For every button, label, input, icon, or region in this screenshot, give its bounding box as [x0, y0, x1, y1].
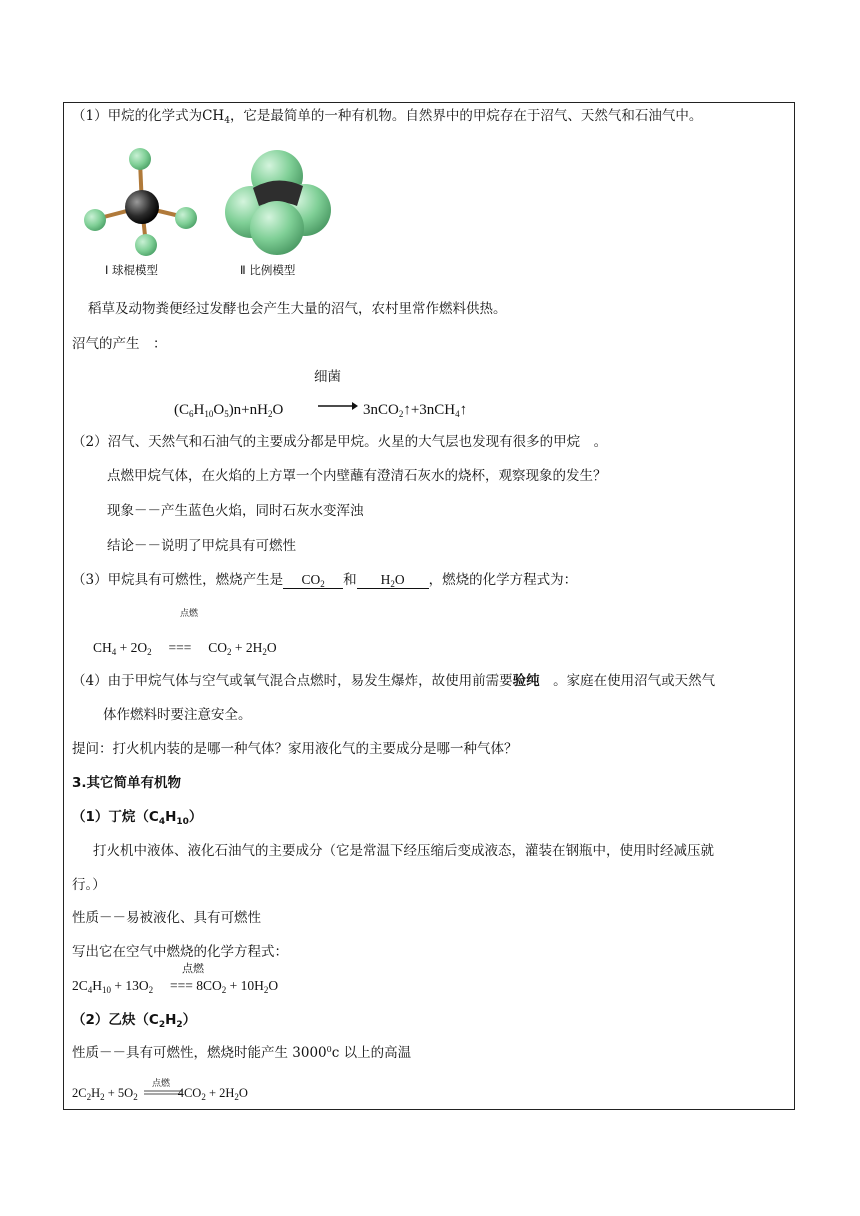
- blank-co2: $CO_2$: [283, 572, 343, 589]
- acetylene-property: 性质－－具有可燃性，燃烧时能产生 3000$^0$c 以上的高温: [72, 1045, 412, 1061]
- methane-intro: （1）甲烷的化学式为$CH_4$，它是最简单的一种有机物。自然界中的甲烷存在于沼气、天然气和石油气中。: [72, 108, 703, 126]
- catalyst-label: 细菌: [314, 369, 341, 385]
- fermentation-equation-right: 3nCO$_2$↑+3nCH$_4$↑: [363, 402, 468, 419]
- butane-condition: 点燃: [182, 962, 204, 975]
- butane-desc1: 打火机中液体、液化石油气的主要成分（它是常温下经压缩后变成液态，灌装在钢瓶中，使用时经减压就: [93, 843, 714, 859]
- s2-line1: （2）沼气、天然气和石油气的主要成分都是甲烷。火星的大气层也发现有很多的甲烷 。: [72, 434, 608, 450]
- s4-line2: 体作燃料时要注意安全。: [103, 707, 252, 723]
- s4-line1: （4）由于甲烷气体与空气或氧气混合点燃时，易发生爆炸，故使用前需要验纯 。家庭在使用沼气或天然气: [72, 673, 716, 689]
- blank-h2o: $H_2O$: [357, 572, 429, 589]
- ball-stick-model-image: [80, 145, 205, 260]
- s3-condition: 点燃: [180, 609, 199, 619]
- butane-title: （1）丁烷$(C_4H_{10})$: [72, 809, 203, 827]
- space-filling-caption: Ⅱ 比例模型: [240, 263, 296, 277]
- question-text: 提问：打火机内装的是哪一种气体？家用液化气的主要成分是哪一种气体？: [72, 741, 518, 757]
- butane-write-prompt: 写出它在空气中燃烧的化学方程式：: [72, 944, 288, 960]
- s2-line2: 点燃甲烷气体，在火焰的上方罩一个内壁蘸有澄清石灰水的烧杯，观察现象的发生？: [107, 468, 607, 484]
- acetylene-title: （2）乙炔$(C_2H_2)$: [72, 1012, 197, 1030]
- reaction-arrow: [318, 401, 358, 413]
- acetylene-condition: 点燃: [152, 1079, 171, 1089]
- butane-desc2: 行。）: [72, 877, 106, 893]
- acetylene-equation: $2C_2H_2 + 5O_2$ $4CO_2 + 2H_2O$: [72, 1086, 248, 1102]
- space-filling-model-image: [225, 148, 335, 263]
- butane-equation: $2C_4H_{10} + 13O_2$ === $8CO_2 + 10H_2O$: [72, 978, 279, 995]
- heading-other-organics: 3.其它简单有机物: [72, 775, 182, 791]
- straw-text: 稻草及动物粪便经过发酵也会产生大量的沼气，农村里常作燃料供热。: [88, 301, 507, 317]
- s3-equation: $CH_4 + 2O_2$ === $CO_2 + 2H_2O$: [93, 640, 277, 657]
- biogas-label: 沼气的产生 ：: [72, 336, 167, 352]
- s2-line4: 结论－－说明了甲烷具有可燃性: [107, 538, 296, 554]
- s2-line3: 现象－－产生蓝色火焰，同时石灰水变浑浊: [107, 503, 364, 519]
- ball-stick-caption: Ⅰ 球棍模型: [105, 263, 159, 277]
- s3-line: （3）甲烷具有可燃性，燃烧产生是 $CO_2$ 和 $H_2O$ ，燃烧的化学方程式为：: [72, 572, 578, 589]
- fermentation-equation-left: $(C_6H_{10}O_5)n+nH_2O$: [174, 402, 284, 419]
- butane-property: 性质－－易被液化、具有可燃性: [72, 910, 261, 926]
